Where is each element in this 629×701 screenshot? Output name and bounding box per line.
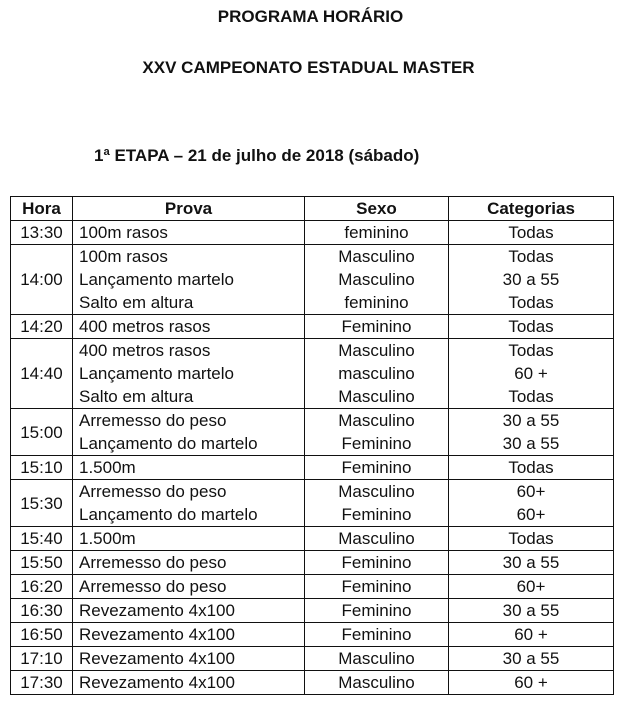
categoria-cell	[449, 245, 614, 315]
prova-cell	[73, 527, 305, 551]
hora-cell: 14:40	[11, 339, 73, 409]
sexo-cell	[305, 221, 449, 245]
table-row	[11, 456, 614, 480]
document-title: PROGRAMA HORÁRIO	[217, 7, 404, 26]
sexo-line: Feminino	[341, 577, 412, 596]
categoria-line: Todas	[508, 341, 554, 360]
hora-cell: 14:20	[11, 315, 73, 339]
categoria-cell	[449, 409, 614, 456]
categoria-line: Todas	[508, 293, 554, 312]
table-row	[11, 575, 614, 599]
hora-cell: 15:40	[11, 527, 73, 551]
sexo-line: Feminino	[341, 553, 412, 572]
hora-cell: 14:00	[11, 245, 73, 315]
table-row	[11, 409, 614, 456]
prova-line: Salto em altura	[79, 387, 194, 406]
sexo-cell	[305, 245, 449, 315]
table-row	[11, 671, 614, 695]
categoria-line: Todas	[508, 387, 554, 406]
prova-cell	[73, 339, 305, 409]
sexo-line: Feminino	[341, 601, 412, 620]
hora-cell: 17:30	[11, 671, 73, 695]
categoria-line: 60+	[516, 577, 546, 596]
categoria-cell	[449, 456, 614, 480]
categoria-line: 60+	[516, 505, 546, 524]
prova-line: Arremesso do peso	[79, 411, 227, 430]
categoria-line: 30 a 55	[502, 553, 560, 572]
categoria-line: 30 a 55	[502, 649, 560, 668]
prova-cell	[73, 315, 305, 339]
categoria-cell	[449, 527, 614, 551]
prova-line: Revezamento 4x100	[79, 673, 235, 692]
categoria-line: Todas	[508, 223, 554, 242]
sexo-cell	[305, 599, 449, 623]
prova-line: Lançamento martelo	[79, 270, 234, 289]
categoria-cell	[449, 671, 614, 695]
sexo-line: Masculino	[338, 482, 415, 501]
hora-cell: 15:50	[11, 551, 73, 575]
prova-cell	[73, 623, 305, 647]
prova-cell	[73, 575, 305, 599]
sexo-cell	[305, 647, 449, 671]
prova-cell	[73, 551, 305, 575]
categoria-line: Todas	[508, 529, 554, 548]
prova-cell	[73, 245, 305, 315]
prova-line: Arremesso do peso	[79, 577, 227, 596]
stage-heading: 1ª ETAPA – 21 de julho de 2018 (sábado)	[94, 146, 420, 165]
sexo-line: Feminino	[341, 434, 412, 453]
table-row	[11, 480, 614, 527]
sexo-cell	[305, 339, 449, 409]
header-sexo: Sexo	[305, 197, 449, 221]
categoria-cell	[449, 647, 614, 671]
table-row	[11, 599, 614, 623]
prova-line: Arremesso do peso	[79, 553, 227, 572]
categoria-line: 30 a 55	[502, 270, 560, 289]
prova-line: 100m rasos	[79, 223, 168, 242]
prova-line: Lançamento martelo	[79, 364, 234, 383]
hora-cell: 15:30	[11, 480, 73, 527]
prova-cell	[73, 647, 305, 671]
categoria-line: 30 a 55	[502, 601, 560, 620]
sexo-cell	[305, 480, 449, 527]
prova-cell	[73, 456, 305, 480]
categoria-line: 60 +	[514, 673, 548, 692]
categoria-line: 60+	[516, 482, 546, 501]
prova-line: Revezamento 4x100	[79, 601, 235, 620]
sexo-cell	[305, 575, 449, 599]
sexo-cell	[305, 551, 449, 575]
championship-title: XXV CAMPEONATO ESTADUAL MASTER	[142, 58, 475, 77]
categoria-cell	[449, 339, 614, 409]
categoria-cell	[449, 575, 614, 599]
table-row	[11, 221, 614, 245]
sexo-cell	[305, 456, 449, 480]
prova-line: 400 metros rasos	[79, 317, 211, 336]
table-row	[11, 647, 614, 671]
header-prova: Prova	[73, 197, 305, 221]
header-hora: Hora	[11, 197, 73, 221]
prova-line: Arremesso do peso	[79, 482, 227, 501]
table-row	[11, 339, 614, 409]
sexo-line: Masculino	[338, 649, 415, 668]
sexo-cell	[305, 623, 449, 647]
categoria-line: 30 a 55	[502, 434, 560, 453]
sexo-line: Masculino	[338, 247, 415, 266]
sexo-line: Masculino	[338, 387, 415, 406]
table-row	[11, 527, 614, 551]
sexo-line: Feminino	[341, 505, 412, 524]
table-header-row	[11, 197, 614, 221]
prova-line: Lançamento do martelo	[79, 505, 258, 524]
hora-cell: 16:20	[11, 575, 73, 599]
sexo-line: Feminino	[341, 317, 412, 336]
categoria-line: 60 +	[514, 625, 548, 644]
schedule-table	[10, 196, 614, 695]
sexo-line: masculino	[338, 364, 415, 383]
sexo-line: Masculino	[338, 411, 415, 430]
sexo-line: Masculino	[338, 341, 415, 360]
header-categorias: Categorias	[449, 197, 614, 221]
prova-cell	[73, 599, 305, 623]
categoria-cell	[449, 221, 614, 245]
prova-cell	[73, 409, 305, 456]
table-row	[11, 245, 614, 315]
prova-line: 100m rasos	[79, 247, 168, 266]
categoria-cell	[449, 623, 614, 647]
categoria-cell	[449, 599, 614, 623]
prova-cell	[73, 671, 305, 695]
hora-cell: 15:00	[11, 409, 73, 456]
table-row	[11, 315, 614, 339]
categoria-line: Todas	[508, 247, 554, 266]
hora-cell: 13:30	[11, 221, 73, 245]
sexo-line: feminino	[344, 293, 409, 312]
sexo-line: Masculino	[338, 529, 415, 548]
prova-line: Salto em altura	[79, 293, 194, 312]
hora-cell: 16:50	[11, 623, 73, 647]
sexo-line: Masculino	[338, 673, 415, 692]
prova-line: 1.500m	[79, 529, 136, 548]
prova-line: Lançamento do martelo	[79, 434, 258, 453]
hora-cell: 17:10	[11, 647, 73, 671]
prova-line: 1.500m	[79, 458, 136, 477]
table-row	[11, 623, 614, 647]
sexo-cell	[305, 671, 449, 695]
prova-line: 400 metros rasos	[79, 341, 211, 360]
categoria-line: 60 +	[514, 364, 548, 383]
table-row	[11, 551, 614, 575]
categoria-cell	[449, 551, 614, 575]
sexo-line: Masculino	[338, 270, 415, 289]
sexo-cell	[305, 315, 449, 339]
hora-cell: 15:10	[11, 456, 73, 480]
categoria-line: Todas	[508, 458, 554, 477]
table-body	[11, 221, 614, 695]
prova-line: Revezamento 4x100	[79, 649, 235, 668]
hora-cell: 16:30	[11, 599, 73, 623]
prova-cell	[73, 221, 305, 245]
prova-line: Revezamento 4x100	[79, 625, 235, 644]
sexo-cell	[305, 409, 449, 456]
prova-cell	[73, 480, 305, 527]
categoria-line: Todas	[508, 317, 554, 336]
sexo-line: Feminino	[341, 625, 412, 644]
categoria-cell	[449, 480, 614, 527]
categoria-cell	[449, 315, 614, 339]
sexo-cell	[305, 527, 449, 551]
sexo-line: Feminino	[341, 458, 412, 477]
categoria-line: 30 a 55	[502, 411, 560, 430]
sexo-line: feminino	[344, 223, 409, 242]
